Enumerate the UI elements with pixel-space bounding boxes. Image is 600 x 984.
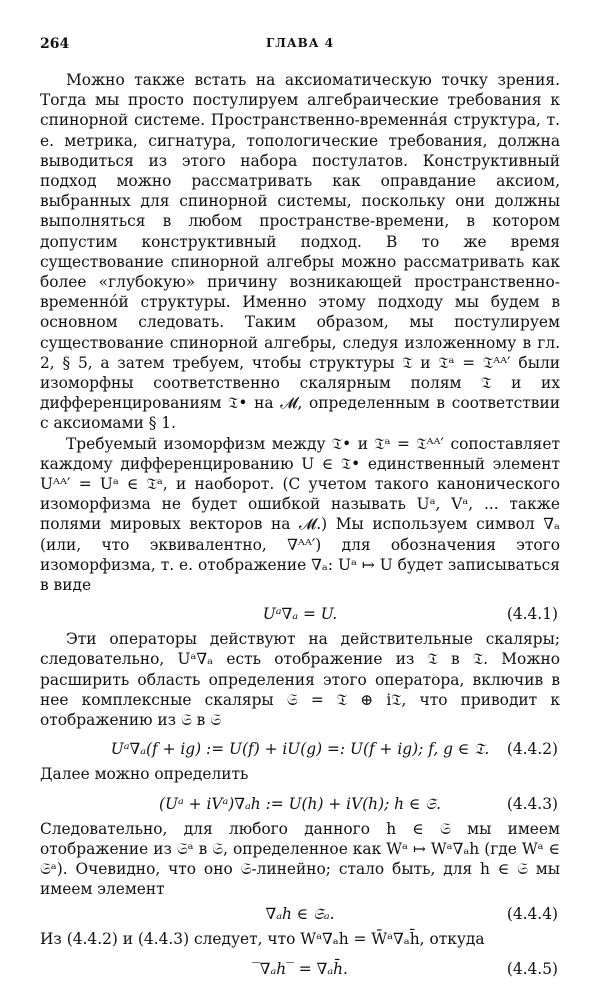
page-body	[40, 70, 560, 984]
equation-number: (4.4.4)	[506, 905, 558, 924]
equation-number: (4.4.5)	[506, 959, 558, 978]
chapter-heading: ГЛАВА 4	[265, 36, 335, 50]
page-number: 264	[40, 36, 70, 52]
equation-number: (4.4.1)	[506, 605, 558, 624]
paragraph-follows: Из (4.4.2) и (4.4.3) следует, что Wᵃ∇ₐh = W̄ᵃ∇ₐh̄, откуда	[40, 930, 485, 949]
equation-formula: ‾∇ₐh‾ = ∇ₐh̄.	[252, 959, 348, 978]
equation-4-4-1	[40, 599, 560, 629]
equation-formula: Uᵃ∇ₐ(f + ig) := U(f) + iU(g) =: U(f + ig); f, g ∈ 𝔗.	[110, 740, 490, 759]
equation-4-4-4	[40, 899, 560, 929]
page-header	[40, 36, 560, 56]
equation-number: (4.4.2)	[506, 740, 558, 759]
equation-formula: Uᵃ∇ₐ = U.	[262, 605, 338, 624]
paragraph-operators: Эти операторы действуют на действительные скаляры; следовательно, Uᵃ∇ₐ есть отображение из 𝔗 в 𝔗. Можно расширить область определения этого оператора, включив в нее комплексные скаляры 𝔖 = 𝔗 ⊕ i𝔗, что приводит к отображению из 𝔖 в 𝔖	[40, 630, 560, 730]
paragraph-consequently: Следовательно, для любого данного h ∈ 𝔖 мы имеем отображение из 𝔖ᵃ в 𝔖, определенное как Wᵃ ↦ Wᵃ∇ₐh (где Wᵃ ∈ 𝔖ᵃ). Очевидно, что оно 𝔖-линейно; стало быть, для h ∈ 𝔖 мы имеем элемент	[40, 819, 560, 899]
equation-4-4-5	[40, 954, 560, 984]
equation-number: (4.4.3)	[506, 794, 558, 813]
equation-4-4-3	[40, 789, 560, 819]
paragraph-define: Далее можно определить	[40, 765, 249, 784]
equation-formula: ∇ₐh ∈ 𝔖ₐ.	[265, 905, 335, 924]
paragraph-isomorphism: Требуемый изоморфизм между 𝔗• и 𝔗ᵃ = 𝔗ᴬᴬ′ сопоставляет каждому дифференцированию U ∈ 𝔗• единственный элемент Uᴬᴬ′ = Uᵃ ∈ 𝔗ᵃ, и наоборот. (С учетом такого канонического изоморфизма не будет ошибкой называть Uᵃ, Vᵃ, ... также полями мировых векторов на 𝓜.) Мы используем символ ∇ₐ (или, что эквивалентно, ∇ᴬᴬ′) для обозначения этого изоморфизма, т. е. отображение ∇ₐ: Uᵃ ↦ U будет записываться в виде	[40, 434, 560, 595]
equation-formula: (Uᵃ + iVᵃ)∇ₐh := U(h) + iV(h); h ∈ 𝔖.	[159, 794, 441, 813]
paragraph-axiomatic: Можно также встать на аксиоматическую точку зрения. Тогда мы просто постулируем алгебраические требования к спинорной системе. Пространственно-временна́я структура, т. е. метрика, сигнатура, топологические требования, должна выводиться из этого набора постулатов. Конструктивный подход можно рассматривать как оправдание аксиом, выбранных для спинорной системы, поскольку они должны выполняться в любом пространстве-времени, в котором допустим конструктивный подход. В то же время существование спинорной алгебры можно рассматривать как более «глубокую» причину возникающей пространственно-временно́й структуры. Именно этому подходу мы будем в основном следовать. Таким образом, мы постулируем существование спинорной алгебры, следуя изложенному в гл. 2, § 5, а затем требуем, чтобы структуры 𝔗 и 𝔗ᵃ = 𝔗ᴬᴬ′ были изоморфны соответственно скалярным полям 𝔗 и их дифференцированиям 𝔗• на 𝓜, определенным в соответствии с аксиомами § 1.	[40, 71, 560, 433]
equation-4-4-2	[40, 734, 560, 764]
